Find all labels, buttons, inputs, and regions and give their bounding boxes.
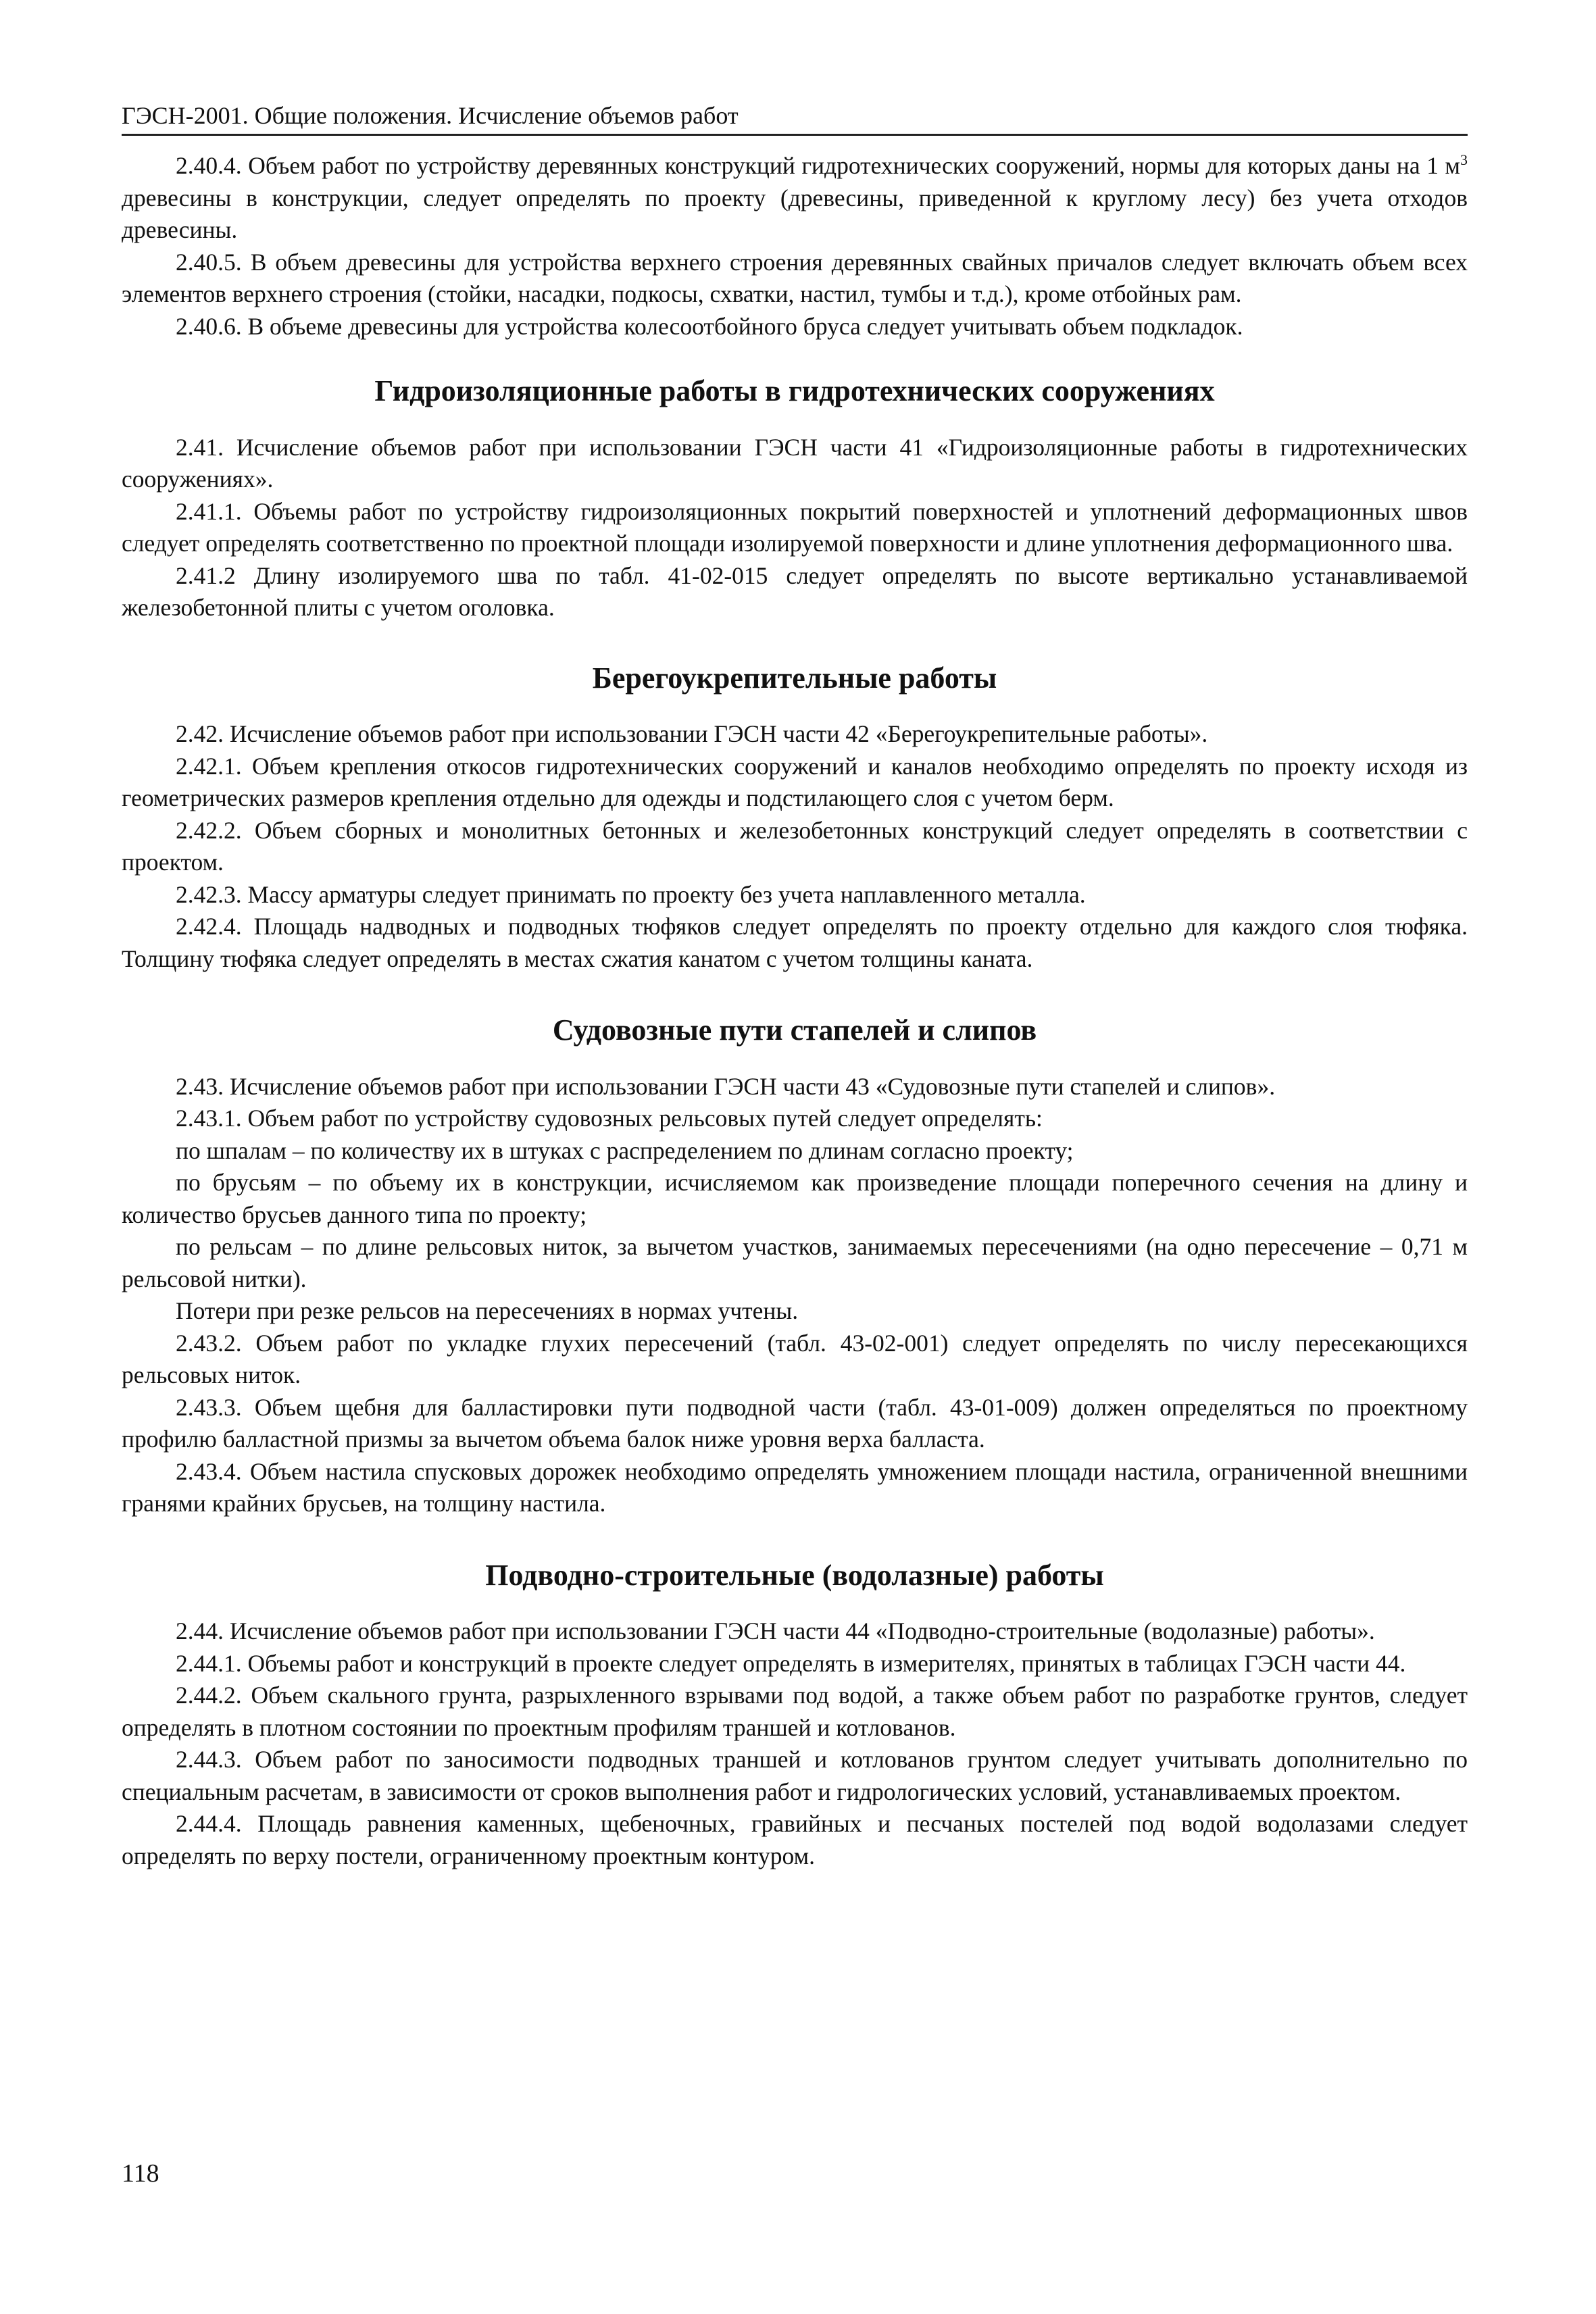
section-heading-underwater-works: Подводно-строительные (водолазные) работы [485,1558,1104,1592]
paragraph: 2.44.1. Объемы работ и конструкций в проекте следует определять в измерителях, принятых в таблицах ГЭСН части 44. [176,1649,1406,1677]
paragraph: Потери при резке рельсов на пересечениях в нормах учтены. [176,1297,799,1324]
paragraph: 2.44.2. Объем скального грунта, разрыхленного взрывами под водой, а также объем работ по разработке грунтов, следует определять в плотном состоянии по проектным профилям траншей и котлованов. [122,1682,1468,1741]
paragraph-2-40-5: 2.40.5. В объем древесины для устройства верхнего строения деревянных свайных причалов следует включать объем всех элементов верхнего строения (стойки, насадки, подкосы, схватки, настил, тумбы и т.д.), кроме отбойных рам. [122,248,1468,307]
section-heading-waterproofing: Гидроизоляционные работы в гидротехнических сооружениях [374,374,1215,407]
paragraph: 2.42.2. Объем сборных и монолитных бетонных и железобетонных конструкций следует определять в соответствии с проектом. [122,816,1468,876]
paragraph: 2.44.3. Объем работ по заносимости подводных траншей и котлованов грунтом следует учитывать дополнительно по специальным расчетам, в зависимости от сроков выполнения работ и гидрологических условий, устанавливаемых проектом. [122,1746,1468,1805]
section-heading-bank-protection: Берегоукрепительные работы [592,661,997,695]
paragraph: 2.43. Исчисление объемов работ при использовании ГЭСН части 43 «Судовозные пути стапелей и слипов». [176,1072,1276,1100]
paragraph: 2.44.4. Площадь равнения каменных, щебеночных, гравийных и песчаных постелей под водой водолазами следует определять по верху постели, ограниченному проектным контуром. [122,1810,1468,1869]
section-heading-slipways: Судовозные пути стапелей и слипов [552,1013,1037,1047]
paragraph: 2.41. Исчисление объемов работ при использовании ГЭСН части 41 «Гидроизоляционные работы в гидротехнических сооружениях». [122,433,1468,493]
superscript: 3 [1460,151,1468,169]
paragraph-2-40-6: 2.40.6. В объеме древесины для устройства колесоотбойного бруса следует учитывать объем подкладок. [176,312,1243,340]
paragraph: по шпалам – по количеству их в штуках с распределением по длинам согласно проекту; [176,1136,1074,1164]
paragraph: 2.42. Исчисление объемов работ при использовании ГЭСН части 42 «Берегоукрепительные работы». [176,720,1208,747]
paragraph: 2.44. Исчисление объемов работ при использовании ГЭСН части 44 «Подводно-строительные (водолазные) работы». [176,1617,1375,1644]
paragraph: 2.42.3. Массу арматуры следует принимать по проекту без учета наплавленного металла. [176,880,1086,908]
page-body [122,150,1468,1872]
paragraph: 2.42.1. Объем крепления откосов гидротехнических сооружений и каналов необходимо определять по проекту исходя из геометрических размеров крепления отдельно для одежды и подстилающего слоя с учетом берм. [122,752,1468,811]
text-span: древесины в конструкции, следует определять по проекту (древесины, приведенной к круглому лесу) без учета отходов древесины. [122,184,1468,243]
paragraph: 2.41.2 Длину изолируемого шва по табл. 41-02-015 следует определять по высоте вертикально устанавливаемой железобетонной плиты с учетом оголовка. [122,561,1468,621]
paragraph: 2.42.4. Площадь надводных и подводных тюфяков следует определять по проекту отдельно для каждого слоя тюфяка. Толщину тюфяка следует определять в местах сжатия канатом с учетом толщины каната. [122,913,1468,972]
paragraph-2-40-4 [122,150,1468,247]
paragraph: 2.43.4. Объем настила спусковых дорожек необходимо определять умножением площади настила, ограниченной внешними гранями крайних брусьев, на толщину настила. [122,1457,1468,1517]
paragraph: по рельсам – по длине рельсовых ниток, за вычетом участков, занимаемых пересечениями (на одно пересечение – 0,71 м рельсовой нитки). [122,1233,1468,1292]
text-span: 2.40.4. Объем работ по устройству деревянных конструкций гидротехнических сооружений, нормы для которых даны на 1 м [176,152,1460,179]
running-header: ГЭСН-2001. Общие положения. Исчисление объемов работ [122,101,1468,136]
paragraph: 2.43.3. Объем щебня для балластировки пути подводной части (табл. 43-01-009) должен определяться по проектному профилю балластной призмы за вычетом объема балок ниже уровня верха балласта. [122,1393,1468,1453]
paragraph: 2.43.1. Объем работ по устройству судовозных рельсовых путей следует определять: [176,1105,1043,1132]
paragraph: по брусьям – по объему их в конструкции, исчисляемом как произведение площади поперечного сечения на длину и количество брусьев данного типа по проекту; [122,1169,1468,1228]
page-number: 118 [122,2159,159,2188]
paragraph: 2.41.1. Объемы работ по устройству гидроизоляционных покрытий поверхностей и уплотнений деформационных швов следует определять соответственно по проектной площади изолируемой поверхности и длине уплотнения деформационного шва. [122,497,1468,557]
paragraph: 2.43.2. Объем работ по укладке глухих пересечений (табл. 43-02-001) следует определять по числу пересекающихся рельсовых ниток. [122,1329,1468,1388]
